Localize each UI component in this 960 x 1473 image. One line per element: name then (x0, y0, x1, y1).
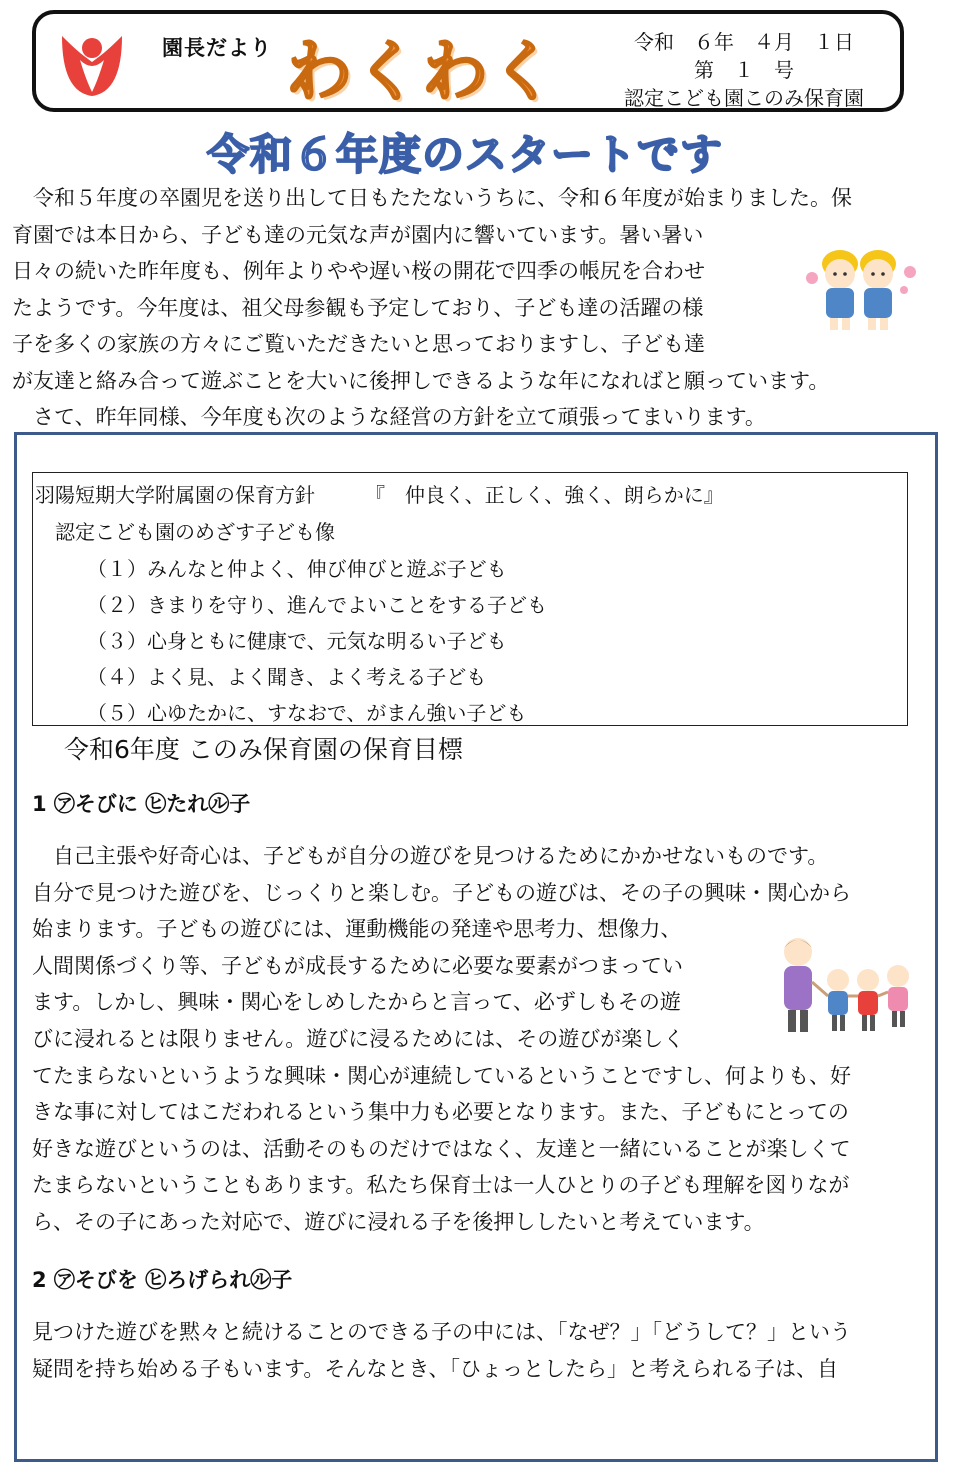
goal-line: ます。しかし、興味・関心をしめしたからと言って、必ずしもその遊 (32, 990, 681, 1015)
teacher-with-children-illustration (772, 932, 918, 1044)
flower-logo-icon (56, 26, 128, 100)
goal-line: 人間関係づくり等、子どもが成長するために必要な要素がつまってい (32, 953, 683, 978)
policy-item: （２）きまりを守り、進んでよいことをする子ども (87, 593, 547, 617)
goal-line: 見つけた遊びを黙々と続けることのできる子の中には、「なぜ？」「どうして？」という (32, 1320, 851, 1344)
intro-line: さて、昨年同様、今年度も次のような経営の方針を立て頑張ってまいります。 (12, 405, 766, 429)
issue-date: 令和 ６年 ４月 １日 (634, 30, 854, 54)
goal-line: 好きな遊びというのは、活動そのものだけではなく、友達と一緒にいることが楽しくて (32, 1136, 851, 1161)
header-label: 園長だより (162, 36, 272, 60)
goal-line: 自己主張や好奇心は、子どもが自分の遊びを見つけるためにかかせないものです。 (32, 844, 829, 868)
goal-line: 自分で見つけた遊びを、じっくりと楽しむ。子どもの遊びは、その子の興味・関心から (32, 880, 851, 905)
organization-name: 認定こども園このみ保育園 (624, 86, 864, 110)
intro-line: が友達と絡み合って遊ぶことを大いに後押しできるような年になればと願っています。 (12, 368, 830, 393)
policy-item: （５）心ゆたかに、すなおで、がまん強い子ども (87, 701, 527, 725)
goal-line: ら、その子にあった対応で、遊びに浸れる子を後押ししたいと考えています。 (32, 1209, 765, 1234)
intro-line: 育園では本日から、子ども達の元気な声が園内に響いています。暑い暑い (12, 222, 704, 247)
newsletter-name: わくわく (286, 33, 558, 110)
intro-section (12, 180, 932, 436)
policy-subtitle: 認定こども園のめざす子ども像 (55, 520, 335, 544)
intro-line: たようです。今年度は、祖父母参観も予定しており、子ども達の活躍の様 (12, 295, 704, 320)
page-title: 令和６年度のスタートです (206, 130, 723, 179)
intro-line: 日々の続いた昨年度も、例年よりやや遅い桜の開花で四季の帳尻を合わせ (12, 259, 705, 283)
goal-line: 疑問を持ち始める子もいます。そんなとき、「ひょっとしたら」と考えられる子は、自 (32, 1356, 838, 1381)
policy-title: 羽陽短期大学附属園の保育方針 『 仲良く、正しく、強く、朗らかに』 (35, 483, 724, 507)
goal-line: 始まります。子どもの遊びには、運動機能の発達や思考力、想像力、 (32, 917, 682, 942)
intro-line: 子を多くの家族の方々にご覧いただきたいと思っておりますし、子ども達 (12, 332, 705, 356)
goal-heading: 1 ㋐そびに ㋪たれ㋸子 (32, 792, 251, 816)
goal-line: びに浸れるとは限りません。遊びに浸るためには、その遊びが楽しく (32, 1026, 685, 1051)
newsletter-header (32, 10, 904, 112)
issue-info (624, 28, 864, 112)
goal-line: てたまらないというような興味・関心が連続しているということですし、何よりも、好 (32, 1063, 851, 1088)
policy-box (32, 472, 908, 726)
goals-title: 令和6年度 このみ保育園の保育目標 (64, 735, 463, 764)
policy-item: （３）心身ともに健康で、元気な明るい子ども (87, 629, 507, 653)
policy-item: （４）よく見、よく聞き、よく考える子ども (87, 665, 487, 689)
goal-heading: 2 ㋐そびを ㋪ろげられ㋸子 (32, 1268, 293, 1292)
goal-line: きな事に対してはこだわれるという集中力も必要となります。また、子どもにとっての (32, 1100, 849, 1125)
children-with-hats-illustration (800, 238, 920, 334)
policy-item: （１）みんなと仲よく、伸び伸びと遊ぶ子ども (87, 557, 507, 581)
issue-number: 第 １ 号 (694, 58, 794, 82)
intro-line: 令和５年度の卒園児を送り出して日もたたないうちに、令和６年度が始まりました。保 (12, 186, 852, 210)
goal-line: たまらないということもあります。私たち保育士は一人ひとりの子ども理解を図りなが (32, 1173, 850, 1198)
goal-body (32, 1314, 932, 1387)
